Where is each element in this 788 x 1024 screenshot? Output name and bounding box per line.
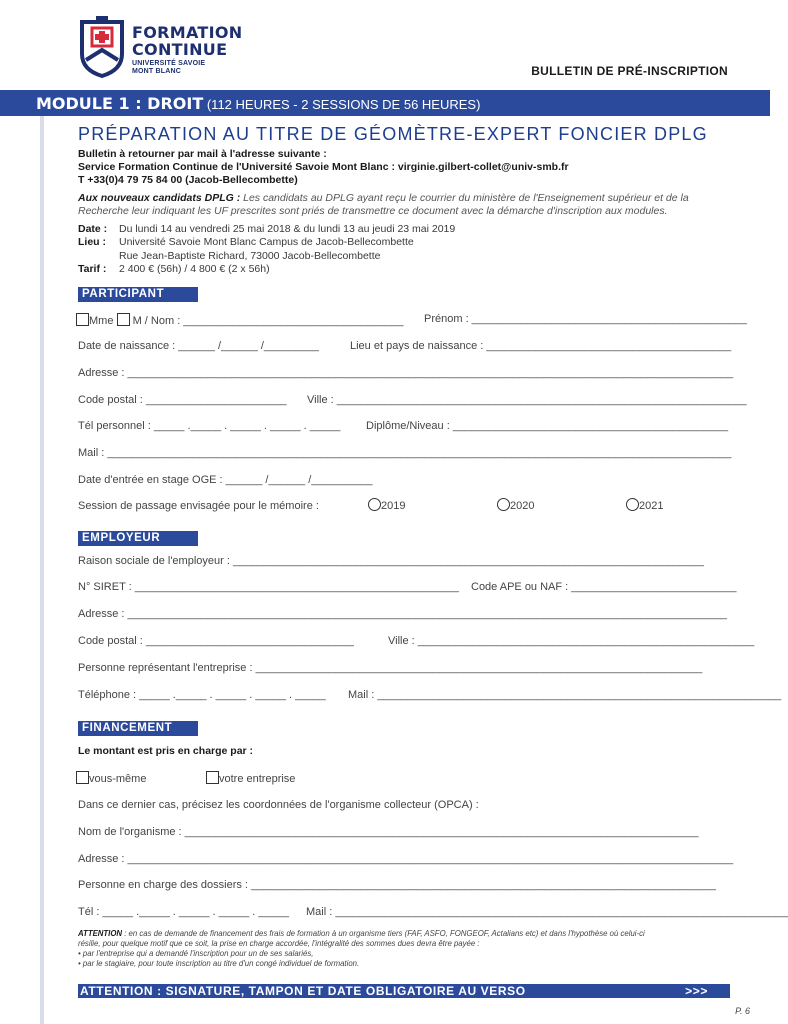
ape-field[interactable]: Code APE ou NAF : ___________________________ bbox=[471, 581, 737, 593]
vous-meme-label: vous-même bbox=[89, 773, 147, 785]
ville-field[interactable]: Ville : ___________________________________________________________________ bbox=[307, 394, 747, 406]
page-number: P. 6 bbox=[735, 1006, 750, 1016]
m-checkbox[interactable] bbox=[117, 313, 130, 326]
module-hours: (112 HEURES - 2 SESSIONS DE 56 HEURES) bbox=[203, 97, 481, 112]
raison-sociale-field[interactable]: Raison sociale de l'employeur : _____________________________________________________________________________ bbox=[78, 555, 705, 567]
organisme-field[interactable]: Nom de l'organisme : ____________________________________________________________________________________ bbox=[78, 826, 699, 838]
fin-adresse-field[interactable]: Adresse : ___________________________________________________________________________________________________ bbox=[78, 853, 734, 865]
contact-line-2: Service Formation Continue de l'Université Savoie Mont Blanc : virginie.gilbert-collet@univ-smb.fr bbox=[78, 161, 569, 173]
signature-warning-band bbox=[78, 984, 730, 998]
footnote-lead: ATTENTION bbox=[78, 929, 123, 938]
notice-line-1 bbox=[78, 192, 689, 206]
date-value: Du lundi 14 au vendredi 25 mai 2018 & du lundi 13 au jeudi 23 mai 2019 bbox=[119, 223, 456, 235]
opca-instruction: Dans ce dernier cas, précisez les coordonnées de l'organisme collecteur (OPCA) : bbox=[78, 799, 479, 811]
vous-meme-checkbox[interactable] bbox=[76, 771, 89, 784]
radio-2019[interactable] bbox=[368, 498, 381, 511]
tel-field[interactable]: Tél personnel : _____ ._____ . _____ . _____ . _____ bbox=[78, 420, 341, 432]
lieu-value-2: Rue Jean-Baptiste Richard, 73000 Jacob-Bellecombette bbox=[119, 250, 381, 262]
fin-mail-field[interactable]: Mail : __________________________________________________________________________ bbox=[306, 906, 788, 918]
lieu-label: Lieu : bbox=[78, 236, 106, 248]
mme-checkbox[interactable] bbox=[76, 313, 89, 326]
diplome-field[interactable]: Diplôme/Niveau : _____________________________________________ bbox=[366, 420, 729, 432]
logo-line-2: CONTINUE bbox=[132, 40, 228, 59]
left-margin-bar bbox=[40, 116, 44, 1024]
notice-line-2: Recherche leur indiquant les UF prescrites sont priés de transmettre ce document avec la démarche d'inscription aux modules. bbox=[78, 205, 668, 217]
option-entreprise bbox=[206, 771, 295, 785]
naissance-field[interactable]: Date de naissance : ______ /______ /_________ bbox=[78, 340, 319, 352]
nom-field[interactable]: M / Nom : ____________________________________ bbox=[132, 315, 404, 327]
oge-field[interactable]: Date d'entrée en stage OGE : ______ /______ /__________ bbox=[78, 474, 373, 486]
footnote-line-3: • par l'entreprise qui a demandé l'inscription pour un de ses salariés, bbox=[78, 949, 314, 958]
prenom-field[interactable]: Prénom : _____________________________________________ bbox=[424, 313, 747, 325]
footnote-text-1: : en cas de demande de financement des frais de formation à un organisme tiers (FAF, ASFO, FONGEOF, Actalians etc) et dans l'hypothèse où celui-ci bbox=[122, 929, 645, 938]
emp-adresse-field[interactable]: Adresse : __________________________________________________________________________________________________ bbox=[78, 608, 728, 620]
siret-field[interactable]: N° SIRET : _____________________________________________________ bbox=[78, 581, 459, 593]
dossiers-field[interactable]: Personne en charge des dossiers : ____________________________________________________________________________ bbox=[78, 879, 716, 891]
civility-row bbox=[76, 313, 404, 327]
footnote-line-1 bbox=[78, 929, 645, 939]
session-2019 bbox=[368, 498, 405, 512]
session-2021 bbox=[626, 498, 663, 512]
logo-wordmark bbox=[132, 24, 242, 76]
adresse-field[interactable]: Adresse : ___________________________________________________________________________________________________ bbox=[78, 367, 734, 379]
university-shield-logo bbox=[78, 14, 126, 78]
notice-text-1: Les candidats au DPLG ayant reçu le courrier du ministère de l'Enseignement supérieur et de la bbox=[240, 192, 689, 204]
financement-question: Le montant est pris en charge par : bbox=[78, 745, 254, 757]
emp-ville-field[interactable]: Ville : _______________________________________________________ bbox=[388, 635, 755, 647]
contact-line-3: T +33(0)4 79 75 84 00 (Jacob-Bellecombette) bbox=[78, 174, 298, 186]
section-employeur: EMPLOYEUR bbox=[78, 531, 198, 546]
module-name: MODULE 1 : DROIT bbox=[36, 94, 204, 113]
lieu-value-1: Université Savoie Mont Blanc Campus de Jacob-Bellecombette bbox=[119, 236, 414, 248]
emp-mail-field[interactable]: Mail : __________________________________________________________________ bbox=[348, 689, 782, 701]
page-title: PRÉPARATION AU TITRE DE GÉOMÈTRE-EXPERT FONCIER DPLG bbox=[78, 124, 708, 144]
footnote-line-2: résilie, pour quelque motif que ce soit, la prise en charge accordée, l'intégralité des sommes dues devra être payée : bbox=[78, 939, 480, 948]
representant-field[interactable]: Personne représentant l'entreprise : _________________________________________________________________________ bbox=[78, 662, 703, 674]
logo-line-3: UNIVERSITÉ SAVOIE bbox=[132, 60, 206, 67]
entreprise-label: votre entreprise bbox=[219, 773, 296, 785]
mail-field[interactable]: Mail : ______________________________________________________________________________________________________ bbox=[78, 447, 732, 459]
session-2020 bbox=[497, 498, 534, 512]
label-2021: 2021 bbox=[639, 500, 664, 512]
signature-warning: ATTENTION : SIGNATURE, TAMPON ET DATE OBLIGATOIRE AU VERSO bbox=[80, 984, 526, 998]
module-band bbox=[0, 90, 770, 116]
mme-label: Mme bbox=[89, 315, 114, 327]
entreprise-checkbox[interactable] bbox=[206, 771, 219, 784]
section-participant: PARTICIPANT bbox=[78, 287, 198, 302]
section-financement: FINANCEMENT bbox=[78, 721, 198, 736]
bulletin-title: BULLETIN DE PRÉ-INSCRIPTION bbox=[531, 64, 728, 78]
radio-2021[interactable] bbox=[626, 498, 639, 511]
label-2020: 2020 bbox=[510, 500, 535, 512]
option-vous-meme bbox=[76, 771, 146, 785]
tarif-label: Tarif : bbox=[78, 263, 107, 275]
date-label: Date : bbox=[78, 223, 108, 235]
contact-line-1: Bulletin à retourner par mail à l'adresse suivante : bbox=[78, 148, 327, 160]
footnote-line-4: • par le stagiaire, pour toute inscription au titre d'un congé individuel de formation. bbox=[78, 959, 360, 968]
tarif-value: 2 400 € (56h) / 4 800 € (2 x 56h) bbox=[119, 263, 270, 275]
lieu-naissance-field[interactable]: Lieu et pays de naissance : ________________________________________ bbox=[350, 340, 732, 352]
fin-tel-field[interactable]: Tél : _____ ._____ . _____ . _____ . _____ bbox=[78, 906, 290, 918]
label-2019: 2019 bbox=[381, 500, 406, 512]
next-page-arrows[interactable]: >>> bbox=[685, 984, 708, 998]
notice-lead: Aux nouveaux candidats DPLG : bbox=[78, 192, 241, 204]
emp-tel-field[interactable]: Téléphone : _____ ._____ . _____ . _____ . _____ bbox=[78, 689, 326, 701]
logo-line-1: FORMATION bbox=[132, 23, 243, 42]
cp-field[interactable]: Code postal : _______________________ bbox=[78, 394, 287, 406]
emp-cp-field[interactable]: Code postal : __________________________________ bbox=[78, 635, 354, 647]
logo-line-4: MONT BLANC bbox=[132, 68, 182, 75]
session-label: Session de passage envisagée pour le mémoire : bbox=[78, 500, 319, 512]
radio-2020[interactable] bbox=[497, 498, 510, 511]
